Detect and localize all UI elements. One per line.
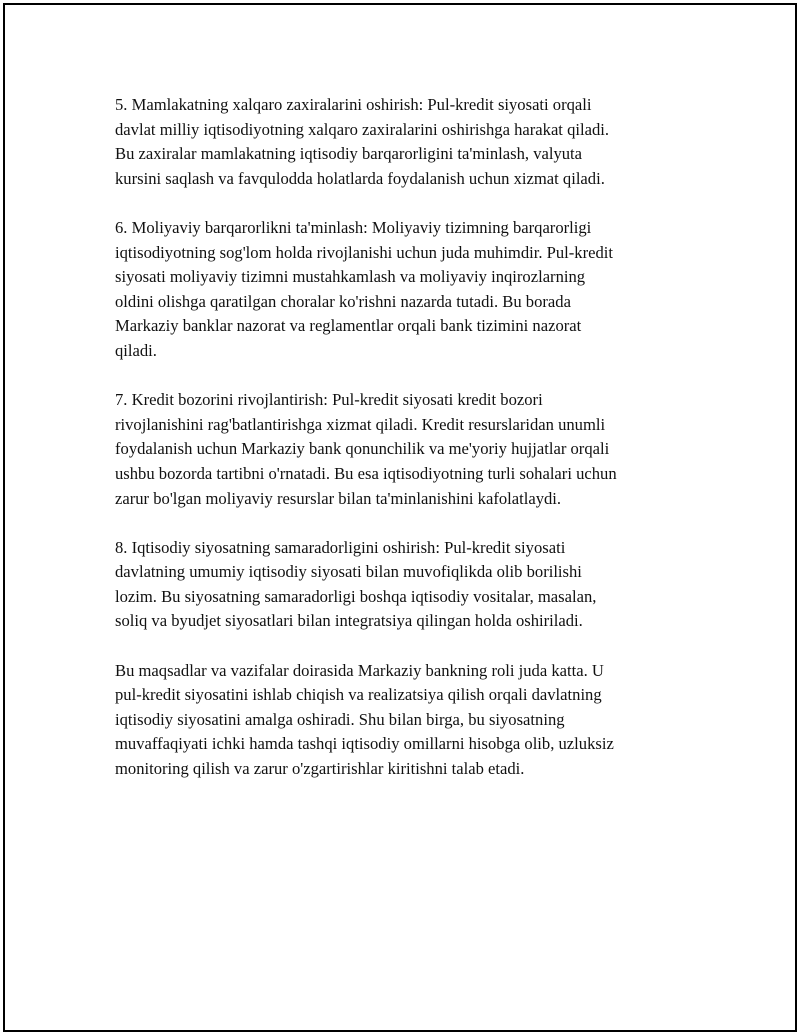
text-line: monitoring qilish va zarur o'zgartirishlar kiritishni talab etadi. [115,759,525,779]
text-line: soliq va byudjet siyosatlari bilan integratsiya qilingan holda oshiriladi. [115,611,583,631]
text-line: davlat milliy iqtisodiyotning xalqaro zaxiralarini oshirishga harakat qiladi. [115,119,610,139]
document-body [115,93,715,806]
text-line: zarur bo'lgan moliyaviy resurslar bilan ta'minlanishini kafolatlaydi. [115,488,562,508]
text-line: kursini saqlash va favqulodda holatlarda foydalanish uchun xizmat qiladi. [115,168,605,188]
text-line: siyosati moliyaviy tizimni mustahkamlash va moliyaviy inqirozlarning [115,267,586,287]
text-line: 6. Moliyaviy barqarorlikni ta'minlash: Moliyaviy tizimning barqarorligi [115,217,592,237]
text-line: oldini olishga qaratilgan choralar ko'rishni nazarda tutadi. Bu borada [115,291,571,311]
text-line: lozim. Bu siyosatning samaradorligi boshqa iqtisodiy vositalar, masalan, [115,586,597,606]
text-line: iqtisodiy siyosatini amalga oshiradi. Shu bilan birga, bu siyosatning [115,709,565,729]
text-line: Markaziy banklar nazorat va reglamentlar orqali bank tizimini nazorat [115,316,582,336]
text-line: 7. Kredit bozorini rivojlantirish: Pul-kredit siyosati kredit bozori [115,390,543,410]
paragraph-8-policy-efficiency [115,536,715,634]
paragraph-7-credit-market [115,388,715,511]
paragraph-5-international-reserves [115,93,715,191]
text-line: foydalanish uchun Markaziy bank qonunchilik va me'yoriy hujjatlar orqali [115,439,610,459]
text-line: iqtisodiyotning sog'lom holda rivojlanishi uchun juda muhimdir. Pul-kredit [115,242,614,262]
text-line: davlatning umumiy iqtisodiy siyosati bilan muvofiqlikda olib borilishi [115,562,582,582]
text-line: rivojlanishini rag'batlantirishga xizmat qiladi. Kredit resurslaridan unumli [115,414,606,434]
text-line: muvaffaqiyati ichki hamda tashqi iqtisodiy omillarni hisobga olib, uzluksiz [115,734,614,754]
paragraph-conclusion [115,659,715,782]
paragraph-6-financial-stability [115,216,715,364]
text-line: Bu zaxiralar mamlakatning iqtisodiy barqarorligini ta'minlash, valyuta [115,144,583,164]
text-line: pul-kredit siyosatini ishlab chiqish va realizatsiya qilish orqali davlatning [115,685,602,705]
text-line: qiladi. [115,340,157,360]
text-line: Bu maqsadlar va vazifalar doirasida Markaziy bankning roli juda katta. U [115,660,604,680]
text-line: ushbu bozorda tartibni o'rnatadi. Bu esa iqtisodiyotning turli sohalari uchun [115,463,617,483]
text-line: 5. Mamlakatning xalqaro zaxiralarini oshirish: Pul-kredit siyosati orqali [115,95,592,114]
text-line: 8. Iqtisodiy siyosatning samaradorligini oshirish: Pul-kredit siyosati [115,537,566,557]
